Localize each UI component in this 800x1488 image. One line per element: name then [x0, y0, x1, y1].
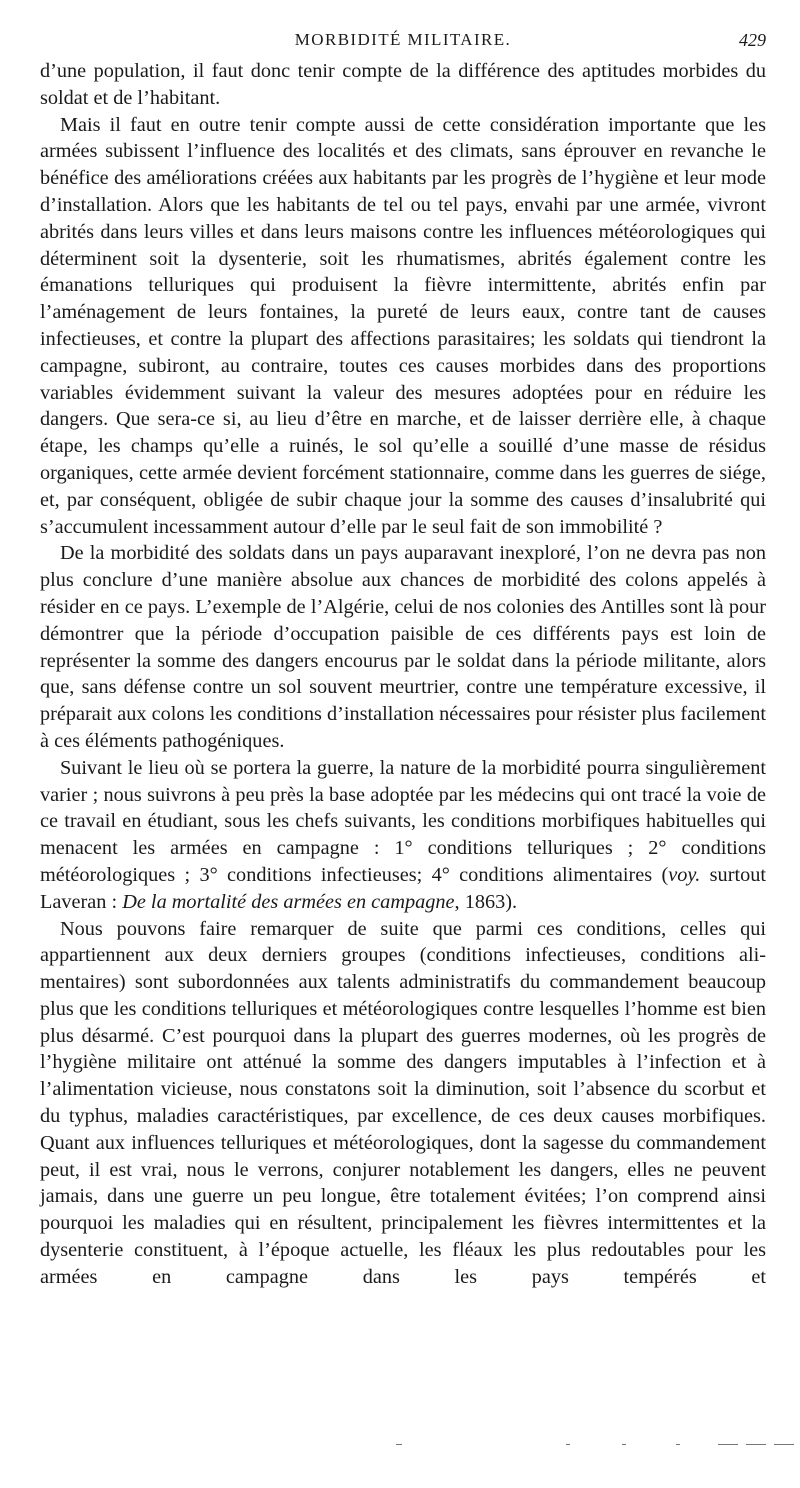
paragraph-5: Nous pouvons faire remarquer de suite que parmi ces conditions, celles qui appartiennent aux deux derniers groupes (conditions infectieuses, conditions alimentaires) sont subordonnées aux talents administratifs du commandement beaucoup plus que les conditions telluriques et météorologiques contre lesquelles l’homme est bien plus désarmé. C’est pourquoi dans la plupart des guerres modernes, où les progrès de l’hygiène militaire ont atténué la somme des dangers imputables à l’infection et à l’alimentation vicieuse, nous constatons soit la diminution, soit l’absence du scorbut et du typhus, maladies caractéristiques, par excellence, de ces deux causes morbifiques. Quant aux influences telluriques et météorologiques, dont la sagesse du commandement peut, il est vrai, nous le verrons, conjurer notablement les dangers, elles ne peuvent jamais, dans une guerre un peu longue, être totalement évitées; l’on comprend ainsi pourquoi les maladies qui en résultent, principalement les fièvres intermittentes et la dysenterie constituent, à l’époque actuelle, les fléaux les plus redoutables pour les armées en campagne dans les pays tempérés et — [40, 917, 766, 1288]
print-mark — [396, 1444, 402, 1445]
print-mark — [774, 1444, 794, 1445]
print-mark — [622, 1444, 626, 1445]
print-mark — [676, 1444, 680, 1445]
paragraph-3: De la morbidité des soldats dans un pays auparavant inexploré, l’on ne devra pas non plus conclure d’une manière absolue aux chances de morbidité des colons appelés à résider en ce pays. L’exemple de l’Algérie, celui de nos colonies des Antilles sont là pour démontrer que la période d’occupation paisible de ces différents pays est loin de représenter la somme des dangers encourus par le soldat dans la période militante, alors que, sans défense contre un sol souvent meurtrier, contre une température excessive, il préparait aux colons les conditions d’installation nécessaires pour résister plus facilement à ces éléments pathogéniques. — [40, 542, 766, 752]
paragraph-4-citation-year: , 1863). — [454, 890, 518, 913]
running-head — [40, 0, 766, 50]
print-marks — [396, 1444, 800, 1450]
print-mark — [718, 1444, 738, 1445]
body-text — [40, 58, 766, 1291]
print-mark — [566, 1444, 570, 1445]
running-title: MORBIDITÉ MILITAIRE. — [294, 30, 512, 49]
paragraph-1: d’une population, il faut donc tenir compte de la différence des aptitudes morbides du soldat et de l’habitant. — [40, 60, 766, 109]
cited-work-title: De la mortalité des armées en campagne — [122, 890, 455, 913]
page-number: 429 — [739, 30, 766, 50]
print-mark — [746, 1444, 766, 1445]
paragraph-4-citation-author: surtout Laveran : — [40, 863, 766, 913]
paragraph-4 — [40, 755, 766, 916]
book-page — [40, 0, 766, 1488]
paragraph-4-text: Suivant le lieu où se portera la guerre, la nature de la morbidité pourra singulièrement varier ; nous suivrons à peu près la base adoptée par les médecins qui ont tracé la voie de ce travail en étudiant, sous les chefs suivants, les conditions morbifiques habituelles qui menacent les armées en campagne : 1° conditions telluriques ; 2° conditions météorologiques ; 3° conditions infectieuses; 4° conditions alimentaires ( — [40, 756, 766, 886]
paragraph-2: Mais il faut en outre tenir compte aussi de cette considération importante que les armées subissent l’influence des localités et des climats, sans éprouver en revanche le bénéfice des améliorations créées aux habitants par les progrès de l’hygiène et leur mode d’installation. Alors que les habitants de tel ou tel pays, envahi par une armée, vivront abrités dans leurs villes et dans leurs maisons contre les influences météorologiques qui déterminent soit la dysenterie, soit les rhumatismes, abrités également contre les émanations telluriques qui produisent la fièvre intermittente, abrités enfin par l’aménagement de leurs fontaines, la pureté de leurs eaux, contre tant de causes infectieuses, et contre la plupart des affections parasitaires; les soldats qui tiendront la campagne, subiront, au contraire, toutes ces causes morbides dans des proportions variables évidemment suivant la valeur des mesures adoptées pour en réduire les dangers. Que sera-ce si, au lieu d’être en marche, et de laisser derrière elle, à chaque étape, les champs qu’elle a ruinés, le sol qu’elle a souillé d’une masse de résidus organiques, cette armée devient forcément stationnaire, comme dans les guerres de siége, et, par conséquent, obligée de subir chaque jour la somme des causes d’insalubrité qui s’accumulent incessamment autour d’elle par le seul fait de son immobilité ? — [40, 113, 766, 538]
voy-abbreviation: voy. — [668, 863, 701, 886]
